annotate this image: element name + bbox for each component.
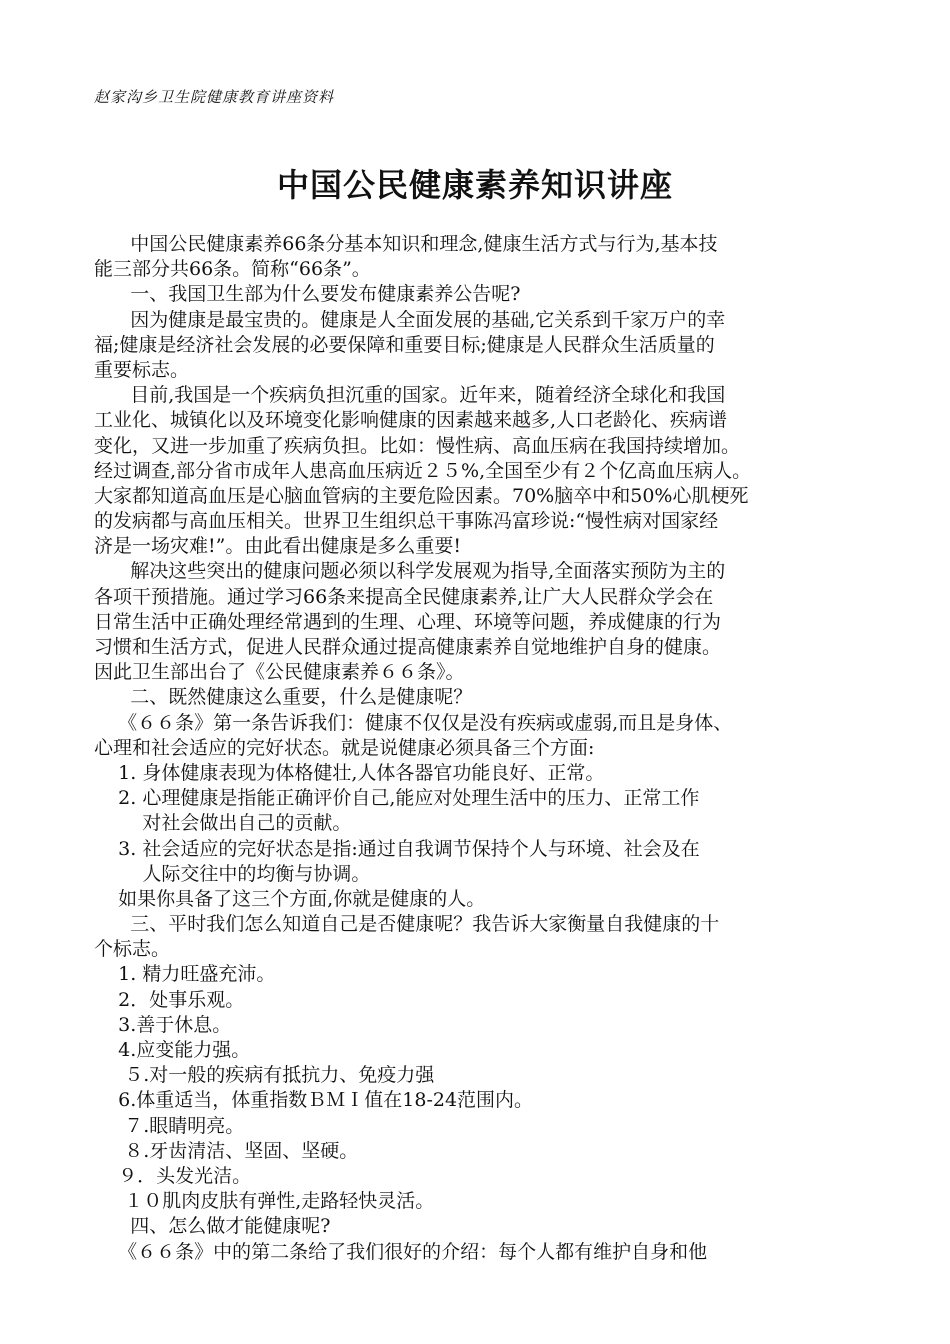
body-line: 福;健康是经济社会发展的必要保障和重要目标;健康是人民群众生活质量的 <box>94 333 715 356</box>
body-line: 习惯和生活方式，促进人民群众通过提高健康素养自觉地维护自身的健康。 <box>94 636 722 658</box>
body-line: 一、我国卫生部为什么要发布健康素养公告呢? <box>94 283 521 306</box>
body-line: 解决这些突出的健康问题必须以科学发展观为指导,全面落实预防为主的 <box>94 560 726 583</box>
body-line: 如果你具备了这三个方面,你就是健康的人。 <box>94 887 486 910</box>
body-line: ７.眼睛明亮。 <box>94 1114 245 1137</box>
body-line: 《６６条》第一条告诉我们：健康不仅仅是没有疾病或虚弱,而且是身体、 <box>94 711 733 734</box>
body-line: 重要标志。 <box>94 358 190 381</box>
body-line: 3. 社会适应的完好状态是指:通过自我调节保持个人与环境、社会及在 <box>94 837 700 860</box>
body-line: 人际交往中的均衡与协调。 <box>94 862 371 885</box>
body-line: ８.牙齿清洁、坚固、坚硬。 <box>94 1139 359 1162</box>
body-line: 目前,我国是一个疾病负担沉重的国家。近年来，随着经济全球化和我国 <box>94 384 726 407</box>
body-line: 各项干预措施。通过学习66条来提高全民健康素养,让广大人民群众学会在 <box>94 585 714 608</box>
body-line: 变化，又进一步加重了疾病负担。比如：慢性病、高血压病在我国持续增加。 <box>94 434 741 457</box>
body-line: 2．处事乐观。 <box>94 988 245 1011</box>
body-line: 心理和社会适应的完好状态。就是说健康必须具备三个方面: <box>94 736 595 759</box>
body-line: 1. 身体健康表现为体格健壮,人体各器官功能良好、正常。 <box>94 761 605 784</box>
body-line: 2. 心理健康是指能正确评价自己,能应对处理生活中的压力、正常工作 <box>94 787 700 810</box>
body-line: 因为健康是最宝贵的。健康是人全面发展的基础,它关系到千家万户的幸 <box>94 308 726 331</box>
body-line: 对社会做出自己的贡献。 <box>94 812 352 835</box>
body-line: ９．头发光洁。 <box>94 1164 252 1187</box>
document-body <box>94 232 854 1265</box>
body-line: 因此卫生部出台了《公民健康素养６６条》。 <box>94 661 465 684</box>
body-line: 1. 精力旺盛充沛。 <box>94 963 276 986</box>
body-line: 二、既然健康这么重要，什么是健康呢？ <box>94 686 473 709</box>
body-line: 能三部分共66条。简称“66条”。 <box>94 258 371 281</box>
body-line: ５.对一般的疾病有抵抗力、免疫力强 <box>94 1064 435 1087</box>
body-line: １０肌肉皮肤有弹性,走路轻快灵活。 <box>94 1190 435 1213</box>
body-line: 6.体重适当，体重指数ＢＭＩ值在18-24范围内。 <box>94 1089 534 1112</box>
body-line: 个标志。 <box>94 938 171 961</box>
document-title: 中国公民健康素养知识讲座 <box>276 166 673 204</box>
body-line: 经过调查,部分省市成年人患高血压病近２５%,全国至少有２个亿高血压病人。 <box>94 459 752 482</box>
body-line: 3.善于休息。 <box>94 1013 232 1036</box>
body-line: 大家都知道高血压是心脑血管病的主要危险因素。70%脑卒中和50%心肌梗死 <box>94 484 749 507</box>
body-line: 工业化、城镇化以及环境变化影响健康的因素越来越多,人口老龄化、疾病谱 <box>94 409 728 432</box>
body-line: 的发病都与高血压相关。世界卫生组织总干事陈冯富珍说:“慢性病对国家经 <box>94 510 719 533</box>
body-line: 三、平时我们怎么知道自己是否健康呢？我告诉大家衡量自我健康的十 <box>94 913 720 936</box>
document-header: 赵家沟乡卫生院健康教育讲座资料 <box>94 88 335 106</box>
body-line: 日常生活中正确处理经常遇到的生理、心理、环境等问题，养成健康的行为 <box>94 610 722 633</box>
body-line: 4.应变能力强。 <box>94 1039 251 1061</box>
body-line: 《６６条》中的第二条给了我们很好的介绍：每个人都有维护自身和他 <box>94 1240 708 1263</box>
body-line: 济是一场灾难!”。由此看出健康是多么重要! <box>94 535 461 558</box>
body-line: 四、怎么做才能健康呢? <box>94 1215 331 1238</box>
body-line: 中国公民健康素养66条分基本知识和理念,健康生活方式与行为,基本技 <box>94 233 718 255</box>
